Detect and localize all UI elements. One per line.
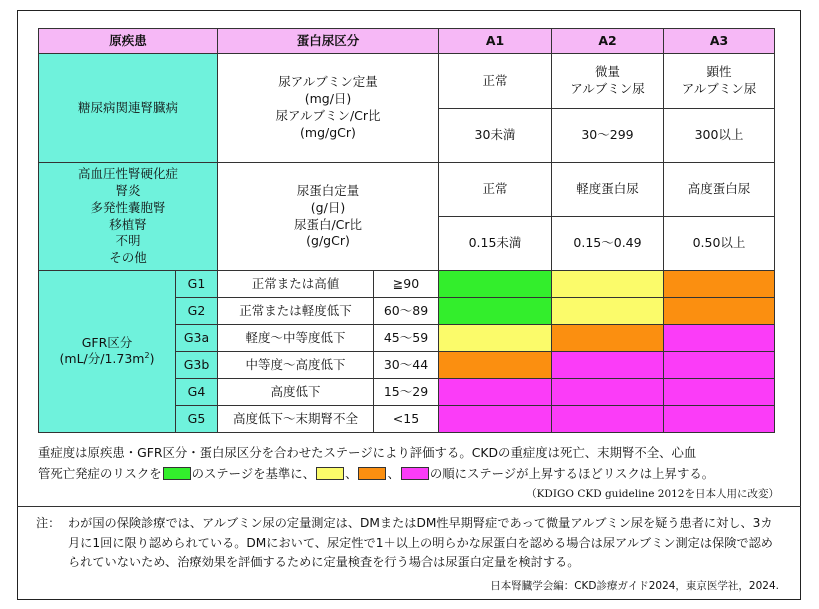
gfr-range: 15～29 <box>374 379 439 406</box>
risk-cell-magenta <box>664 325 775 352</box>
measure-protein: 尿蛋白定量 (g/日) 尿蛋白/Cr比 (g/gCr) <box>218 163 439 271</box>
footnote-text: わが国の保険診療では、アルブミン尿の定量測定は、DMまたはDM性早期腎症であって微量アルブミン尿を疑う患者に対し、3カ月に1回に限り認められている。DMにおいて、尿定性で1＋以上の明らかな尿蛋白を認める場合は尿アルブミン測定は保険で認められていないため、治療効果を評価するために定量検査を行う場合は尿蛋白定量を検討する。 <box>68 516 773 569</box>
other-a1-label: 正常 <box>439 163 552 217</box>
diabetes-a3-value: 300以上 <box>664 109 775 163</box>
measure-albumin: 尿アルブミン定量 (mg/日) 尿アルブミン/Cr比 (mg/gCr) <box>218 54 439 163</box>
header-a1: A1 <box>439 29 552 54</box>
other-a2-value: 0.15～0.49 <box>552 217 664 271</box>
other-a2-label: 軽度蛋白尿 <box>552 163 664 217</box>
severity-note-line2 <box>38 463 778 484</box>
risk-cell-magenta <box>552 352 664 379</box>
kdigo-source: （KDIGO CKD guideline 2012を日本人用に改変） <box>526 488 779 500</box>
gfr-grade: G4 <box>176 379 218 406</box>
gfr-grade: G5 <box>176 406 218 433</box>
orange-swatch <box>358 467 386 480</box>
gfr-grade: G1 <box>176 271 218 298</box>
risk-cell-orange <box>664 298 775 325</box>
risk-cell-orange <box>439 352 552 379</box>
diabetes-a2-label: 微量 アルブミン尿 <box>552 54 664 109</box>
diabetes-a1-label: 正常 <box>439 54 552 109</box>
other-a3-label: 高度蛋白尿 <box>664 163 775 217</box>
severity-note-sep2: 、 <box>387 466 400 481</box>
gfr-grade: G2 <box>176 298 218 325</box>
divider <box>17 506 801 507</box>
green-swatch <box>163 467 191 480</box>
risk-cell-magenta <box>664 352 775 379</box>
disease-diabetes: 糖尿病関連腎臓病 <box>39 54 218 163</box>
yellow-swatch <box>316 467 344 480</box>
risk-cell-magenta <box>664 379 775 406</box>
risk-cell-magenta <box>439 379 552 406</box>
footnote-label: 注： <box>36 516 61 530</box>
risk-cell-orange <box>664 271 775 298</box>
other-a3-value: 0.50以上 <box>664 217 775 271</box>
magenta-swatch <box>401 467 429 480</box>
gfr-desc: 高度低下 <box>218 379 374 406</box>
risk-cell-magenta <box>552 406 664 433</box>
risk-cell-green <box>439 271 552 298</box>
footnote <box>36 514 778 573</box>
gfr-row-0 <box>39 271 775 298</box>
gfr-label <box>39 271 176 433</box>
ckd-severity-table <box>38 28 775 433</box>
gfr-grade: G3a <box>176 325 218 352</box>
risk-cell-magenta <box>664 406 775 433</box>
diabetes-a1-value: 30未満 <box>439 109 552 163</box>
gfr-range: 45～59 <box>374 325 439 352</box>
other-a1-value: 0.15未満 <box>439 217 552 271</box>
severity-note-text-c: の順にステージが上昇するほどリスクは上昇する。 <box>429 466 715 481</box>
severity-note <box>38 442 778 484</box>
diabetes-a3-label: 顕性 アルブミン尿 <box>664 54 775 109</box>
severity-note-text-b: のステージを基準に、 <box>191 466 316 481</box>
severity-note-text-a: 管死亡発症のリスクを <box>38 466 162 481</box>
risk-cell-yellow <box>552 298 664 325</box>
gfr-desc: 正常または軽度低下 <box>218 298 374 325</box>
gfr-label-sup: 2 <box>144 351 150 361</box>
gfr-desc: 軽度～中等度低下 <box>218 325 374 352</box>
gfr-desc: 高度低下～末期腎不全 <box>218 406 374 433</box>
header-a3: A3 <box>664 29 775 54</box>
diabetes-a2-value: 30～299 <box>552 109 664 163</box>
header-proteinuria-class: 蛋白尿区分 <box>218 29 439 54</box>
gfr-range: ≧90 <box>374 271 439 298</box>
disease-others: 高血圧性腎硬化症 腎炎 多発性嚢胞腎 移植腎 不明 その他 <box>39 163 218 271</box>
header-a2: A2 <box>552 29 664 54</box>
gfr-grade: G3b <box>176 352 218 379</box>
risk-cell-yellow <box>439 325 552 352</box>
gfr-label-line1: GFR区分 <box>81 334 133 350</box>
risk-cell-yellow <box>552 271 664 298</box>
severity-note-line1: 重症度は原疾患・GFR区分・蛋白尿区分を合わせたステージにより評価する。CKDの重症度は死亡、末期腎不全、心血 <box>38 445 697 460</box>
header-primary-disease: 原疾患 <box>39 29 218 54</box>
risk-cell-magenta <box>552 379 664 406</box>
gfr-label-line2: (mL/分/1.73m <box>59 351 145 367</box>
gfr-range: 60～89 <box>374 298 439 325</box>
gfr-range: <15 <box>374 406 439 433</box>
severity-note-sep1: 、 <box>345 466 358 481</box>
risk-cell-green <box>439 298 552 325</box>
risk-cell-orange <box>552 325 664 352</box>
gfr-desc: 正常または高値 <box>218 271 374 298</box>
gfr-label-close: ) <box>149 351 155 367</box>
risk-cell-magenta <box>439 406 552 433</box>
guide-source: 日本腎臓学会編：CKD診療ガイド2024，東京医学社，2024. <box>490 580 779 592</box>
gfr-range: 30～44 <box>374 352 439 379</box>
gfr-desc: 中等度～高度低下 <box>218 352 374 379</box>
